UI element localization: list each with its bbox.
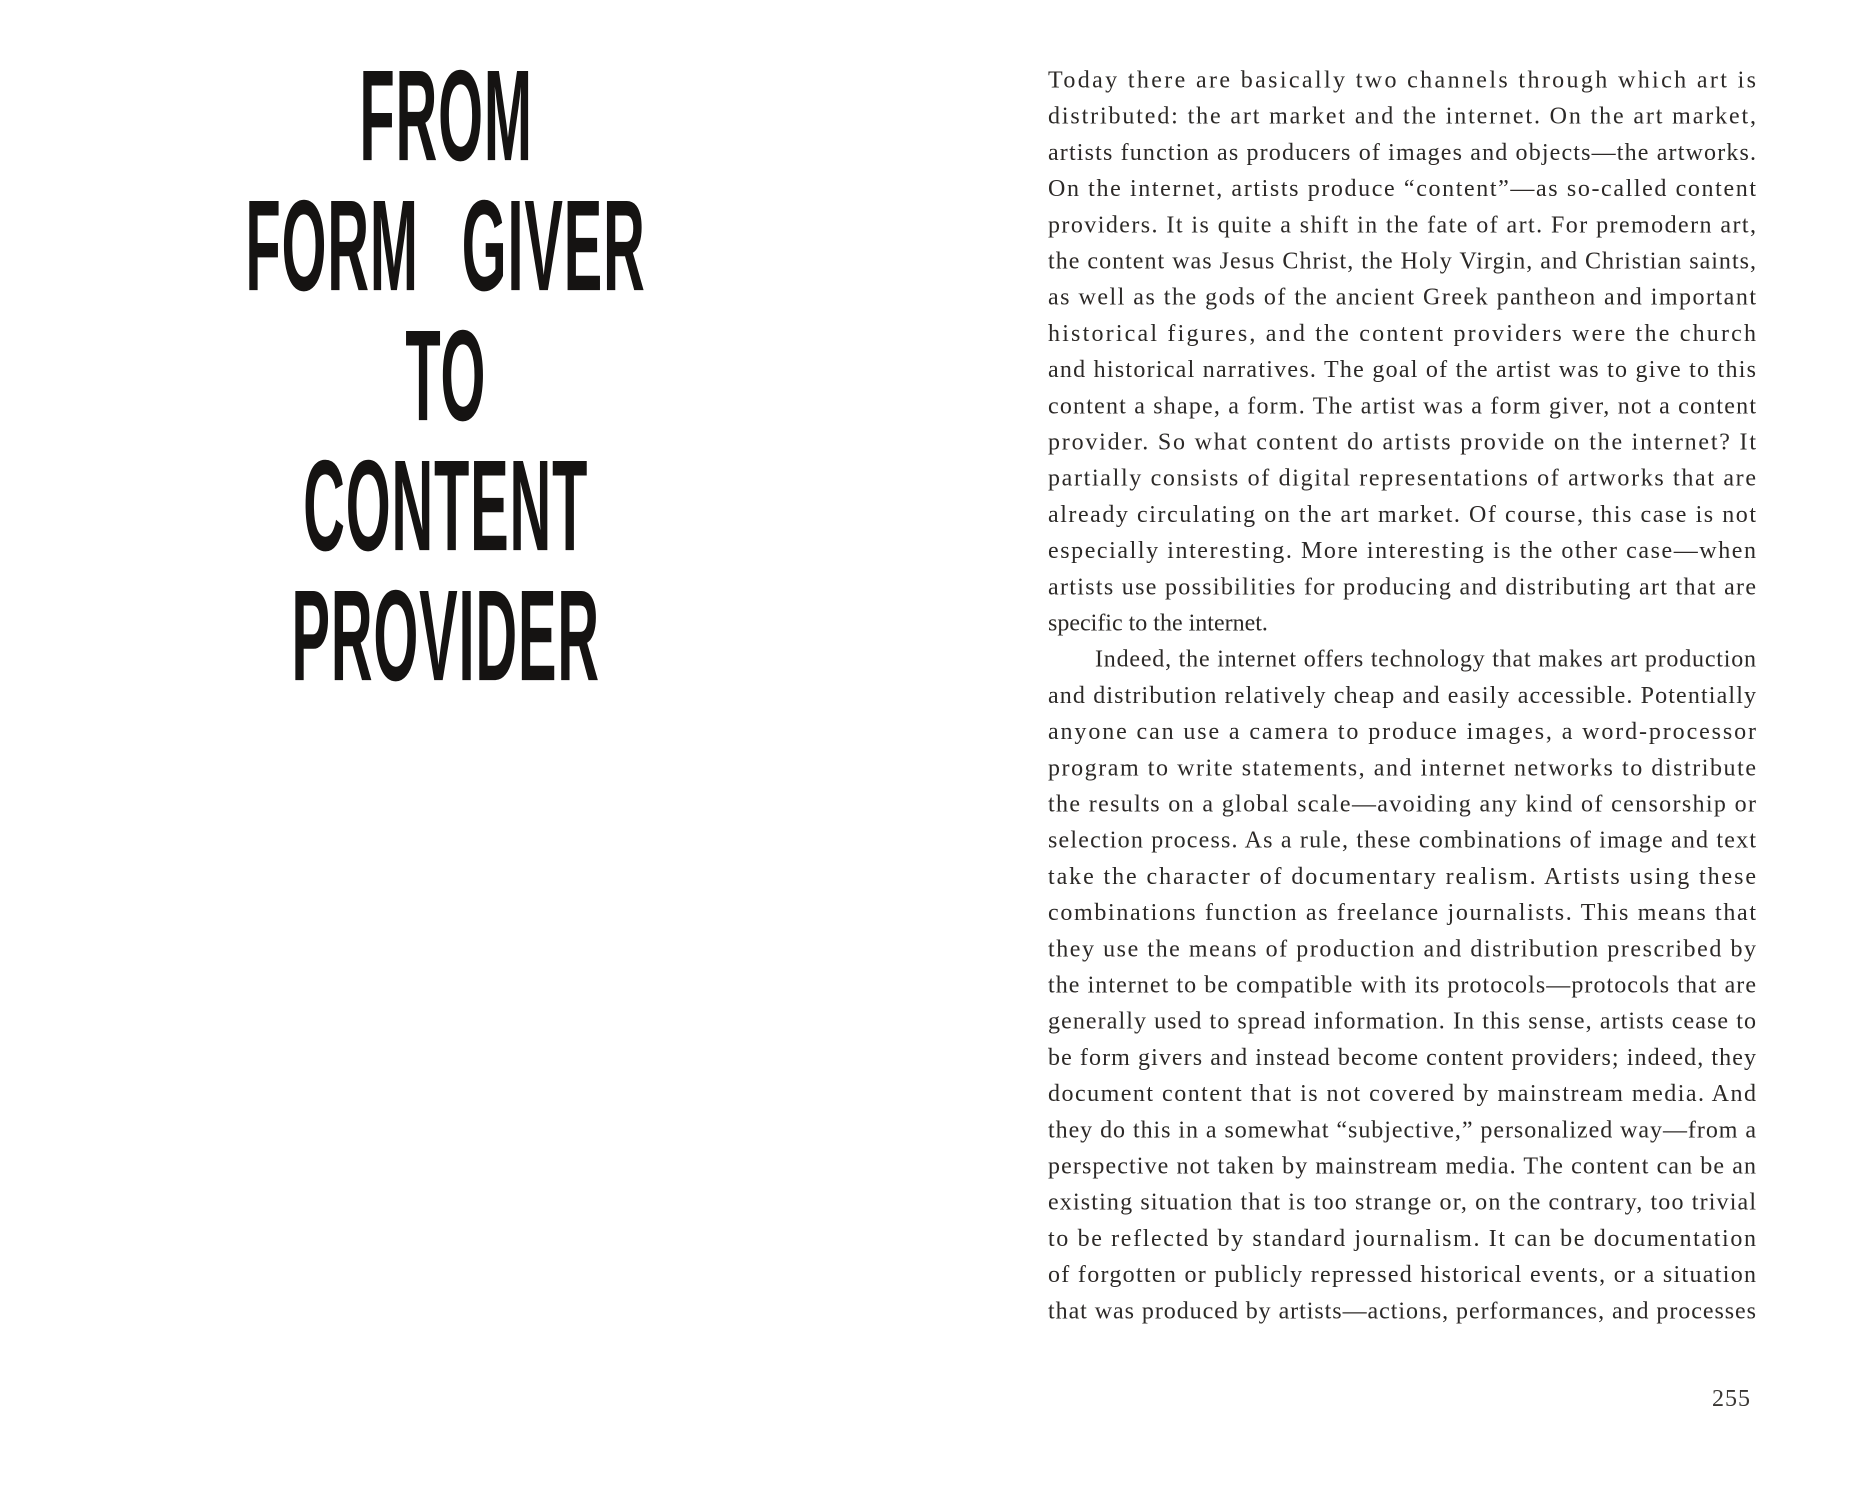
chapter-title-line-text: PROVIDER xyxy=(291,562,601,708)
text-line: provider. So what content do artists provide on the internet? It xyxy=(1048,429,1756,456)
text-line: content a shape, a form. The artist was a form giver, not a content xyxy=(1048,393,1756,420)
right-page xyxy=(928,0,1857,1500)
chapter-title-line xyxy=(335,42,557,188)
text-line: artists function as producers of images and objects—the artworks. xyxy=(1048,139,1756,166)
chapter-title-line-text: FORM GIVER xyxy=(245,172,647,318)
text-line: providers. It is quite a shift in the fate of art. For premodern art, xyxy=(1048,212,1756,239)
text-line: that was produced by artists—actions, performances, and processes xyxy=(1048,1298,1756,1325)
text-line: existing situation that is too strange or, on the contrary, too trivial xyxy=(1048,1189,1756,1216)
text-line: as well as the gods of the ancient Greek pantheon and important xyxy=(1048,284,1756,311)
text-line: On the internet, artists produce “content”—as so-called content xyxy=(1048,176,1756,203)
chapter-title-line xyxy=(394,302,498,448)
chapter-title-line-text: FROM xyxy=(359,42,533,188)
text-line: generally used to spread information. In this sense, artists cease to xyxy=(1048,1008,1756,1035)
text-line: program to write statements, and internet networks to distribute xyxy=(1048,755,1756,782)
chapter-title-line xyxy=(263,432,628,578)
text-line: and historical narratives. The goal of the artist was to give to this xyxy=(1048,357,1756,384)
body-text-column xyxy=(1048,61,1756,1331)
text-line: distributed: the art market and the internet. On the art market, xyxy=(1048,103,1756,130)
text-line: already circulating on the art market. Of course, this case is not xyxy=(1048,501,1756,528)
text-line: the internet to be compatible with its protocols—protocols that are xyxy=(1048,972,1756,999)
text-line: document content that is not covered by mainstream media. And xyxy=(1048,1081,1756,1108)
text-line: they use the means of production and distribution prescribed by xyxy=(1048,936,1756,963)
text-line: of forgotten or publicly repressed historical events, or a situation xyxy=(1048,1262,1756,1289)
text-line: combinations function as freelance journalists. This means that xyxy=(1048,900,1756,927)
chapter-title-line-text: TO xyxy=(405,302,487,448)
text-line: historical figures, and the content providers were the church xyxy=(1048,320,1756,347)
text-line: specific to the internet. xyxy=(1048,610,1268,637)
text-line: the content was Jesus Christ, the Holy Virgin, and Christian saints, xyxy=(1048,248,1756,275)
left-page xyxy=(0,0,928,1500)
chapter-title-line xyxy=(189,172,702,318)
text-line: the results on a global scale—avoiding any kind of censorship or xyxy=(1048,791,1756,818)
text-line: Today there are basically two channels through which art is xyxy=(1048,67,1756,94)
text-line: anyone can use a camera to produce images, a word-processor xyxy=(1048,719,1756,746)
text-line: Indeed, the internet offers technology that makes art production xyxy=(1095,646,1756,673)
text-line: perspective not taken by mainstream media. The content can be an xyxy=(1048,1153,1756,1180)
chapter-title-line-text: CONTENT xyxy=(303,432,589,578)
chapter-title-line xyxy=(248,562,643,708)
page-number: 255 xyxy=(1712,1386,1751,1412)
text-line: be form givers and instead become content providers; indeed, they xyxy=(1048,1044,1756,1071)
chapter-title xyxy=(146,42,746,708)
text-line: especially interesting. More interesting is the other case—when xyxy=(1048,538,1756,565)
text-line: they do this in a somewhat “subjective,” personalized way—from a xyxy=(1048,1117,1756,1144)
text-line: artists use possibilities for producing and distributing art that are xyxy=(1048,574,1756,601)
text-line: take the character of documentary realism. Artists using these xyxy=(1048,863,1756,890)
text-line: partially consists of digital representations of artworks that are xyxy=(1048,465,1756,492)
text-line: to be reflected by standard journalism. It can be documentation xyxy=(1048,1225,1756,1252)
text-line: and distribution relatively cheap and easily accessible. Potentially xyxy=(1048,682,1756,709)
text-line: selection process. As a rule, these combinations of image and text xyxy=(1048,827,1756,854)
